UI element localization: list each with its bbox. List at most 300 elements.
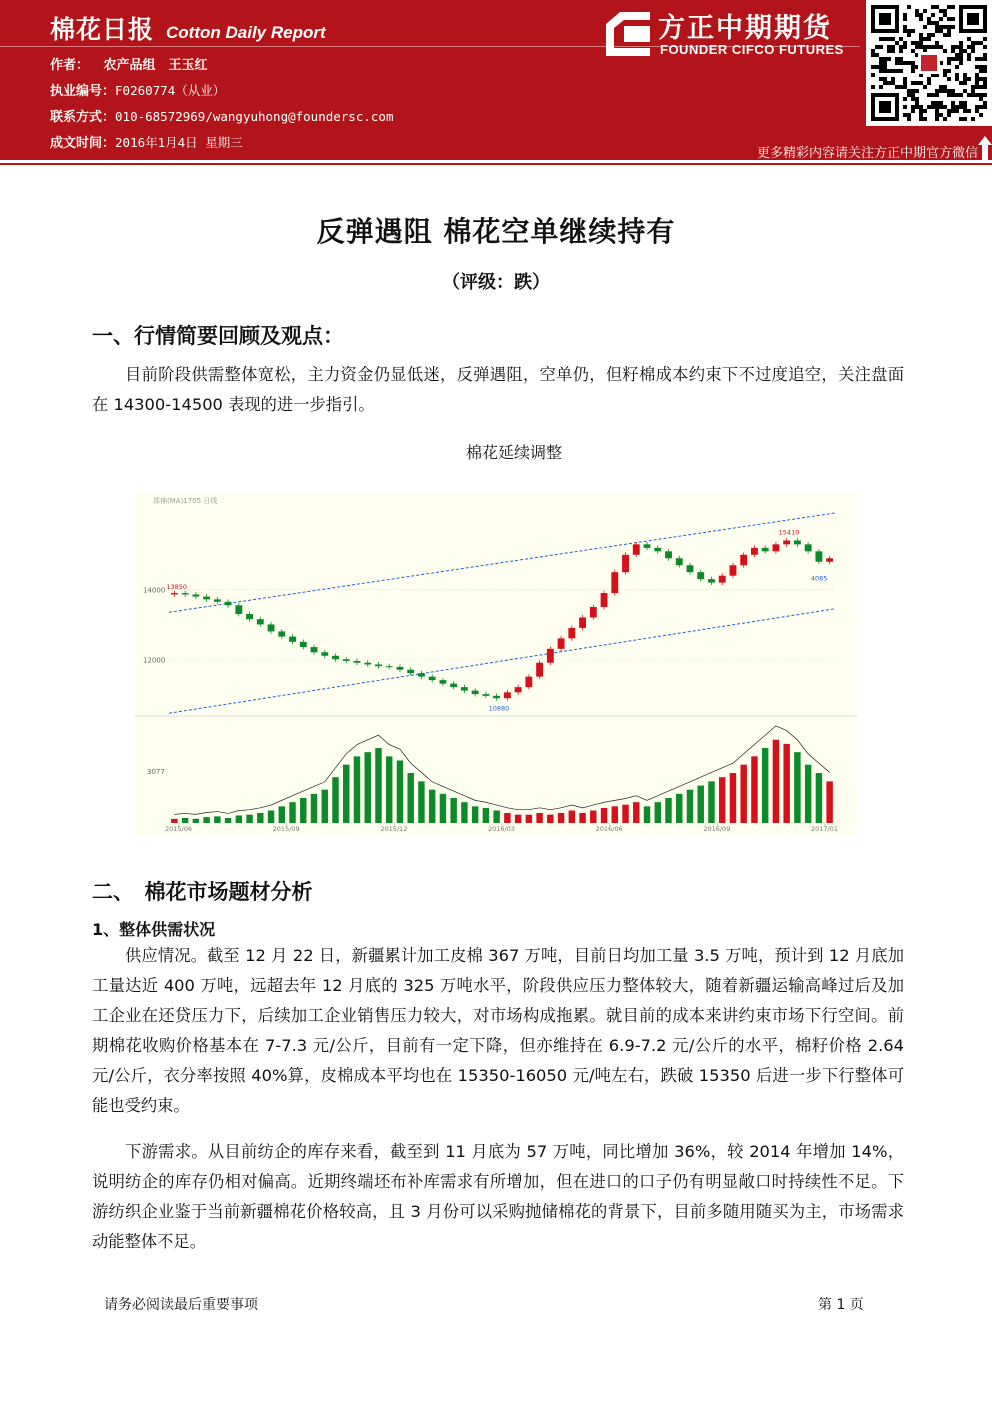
qr-module bbox=[919, 41, 923, 45]
footer-page-number: 第 1 页 bbox=[818, 1297, 864, 1313]
qr-module bbox=[935, 113, 939, 117]
volume-bar bbox=[343, 765, 349, 823]
volume-bar bbox=[268, 811, 274, 823]
channel-lower-line bbox=[169, 609, 835, 713]
qr-module bbox=[939, 45, 943, 49]
qr-module bbox=[983, 37, 987, 41]
candle-body bbox=[805, 544, 812, 551]
qr-module bbox=[891, 49, 895, 53]
volume-bar bbox=[526, 815, 532, 823]
x-tick-label: 2015/06 bbox=[165, 825, 193, 833]
qr-module bbox=[915, 97, 919, 101]
qr-module bbox=[931, 21, 935, 25]
x-tick-label: 2017/01 bbox=[811, 825, 839, 833]
volume-bar bbox=[300, 798, 306, 823]
qr-module bbox=[979, 85, 983, 89]
qr-module bbox=[963, 109, 967, 113]
qr-module bbox=[879, 57, 883, 61]
volume-bar bbox=[826, 781, 832, 823]
volume-bar bbox=[665, 798, 671, 823]
section1-paragraph: 目前阶段供需整体宽松，主力资金仍显低迷，反弹遇阻，空单仍，但籽棉成本约束下不过度追空，关注盘面在 14300-14500 表现的进一步指引。 bbox=[92, 365, 904, 414]
qr-module bbox=[891, 77, 895, 81]
qr-module bbox=[883, 77, 887, 81]
qr-module bbox=[899, 37, 903, 41]
qr-module bbox=[959, 101, 963, 105]
qr-module bbox=[931, 101, 935, 105]
qr-module bbox=[983, 85, 987, 89]
qr-module bbox=[983, 57, 987, 61]
qr-module bbox=[927, 21, 931, 25]
qr-module bbox=[979, 57, 983, 61]
qr-module bbox=[919, 45, 923, 49]
qr-module bbox=[943, 89, 947, 93]
qr-module bbox=[947, 69, 951, 73]
qr-module bbox=[903, 113, 907, 117]
volume-bar bbox=[440, 794, 446, 823]
header-underline bbox=[0, 163, 992, 165]
qr-module bbox=[943, 25, 947, 29]
qr-module bbox=[959, 81, 963, 85]
qr-module bbox=[895, 61, 899, 65]
qr-module bbox=[927, 77, 931, 81]
qr-module bbox=[891, 81, 895, 85]
qr-module bbox=[899, 49, 903, 53]
volume-bar bbox=[612, 806, 618, 823]
candle-body bbox=[622, 555, 629, 572]
volume-bar bbox=[493, 811, 499, 823]
qr-module bbox=[879, 69, 883, 73]
qr-module bbox=[911, 109, 915, 113]
price-annotation: 10880 bbox=[488, 704, 510, 713]
contact-label: 联系方式： bbox=[50, 110, 116, 125]
volume-bar bbox=[322, 790, 328, 823]
volume-bar bbox=[289, 802, 295, 823]
candle-body bbox=[558, 638, 565, 648]
qr-module bbox=[919, 109, 923, 113]
candle-body bbox=[182, 593, 189, 594]
qr-module bbox=[935, 29, 939, 33]
volume-bar bbox=[547, 815, 553, 823]
qr-module bbox=[955, 73, 959, 77]
qr-module bbox=[939, 29, 943, 33]
candle-body bbox=[461, 687, 468, 690]
qr-module bbox=[967, 109, 971, 113]
qr-module bbox=[967, 45, 971, 49]
candle-body bbox=[579, 617, 586, 627]
logo-mark-icon bbox=[604, 10, 652, 58]
qr-module bbox=[903, 41, 907, 45]
sub1-heading: 1、整体供需状况 bbox=[92, 920, 216, 939]
qr-module bbox=[907, 61, 911, 65]
candle-body bbox=[225, 602, 232, 605]
qr-module bbox=[935, 5, 939, 9]
qr-module bbox=[903, 45, 907, 49]
qr-module bbox=[963, 77, 967, 81]
qr-module bbox=[911, 81, 915, 85]
qr-finder bbox=[879, 101, 891, 113]
qr-module bbox=[979, 105, 983, 109]
price-annotation: 15410 bbox=[778, 528, 800, 537]
volume-tick-label: 3077 bbox=[147, 768, 165, 776]
volume-bar bbox=[633, 802, 639, 823]
qr-module bbox=[967, 37, 971, 41]
qr-module bbox=[923, 45, 927, 49]
qr-module bbox=[935, 41, 939, 45]
volume-bar bbox=[236, 816, 242, 823]
qr-module bbox=[975, 81, 979, 85]
up-arrow-icon bbox=[978, 136, 992, 160]
qr-module bbox=[951, 5, 955, 9]
volume-bar bbox=[601, 808, 607, 823]
document-title: 反弹遇阻 棉花空单继续持有 bbox=[316, 215, 676, 248]
qr-module bbox=[899, 85, 903, 89]
contact-value: 010-68572969/wangyuhong@foundersc.com bbox=[115, 109, 394, 124]
qr-module bbox=[959, 93, 963, 97]
qr-module bbox=[891, 69, 895, 73]
candle-body bbox=[278, 631, 285, 636]
volume-bar bbox=[461, 802, 467, 823]
qr-module bbox=[935, 89, 939, 93]
qr-module bbox=[971, 45, 975, 49]
qr-module bbox=[871, 49, 875, 53]
qr-module bbox=[963, 73, 967, 77]
qr-module bbox=[887, 49, 891, 53]
qr-module bbox=[911, 41, 915, 45]
candle-body bbox=[375, 664, 382, 666]
qr-module bbox=[983, 93, 987, 97]
qr-module bbox=[887, 37, 891, 41]
qr-module bbox=[943, 117, 947, 121]
qr-module bbox=[939, 17, 943, 21]
qr-module bbox=[923, 85, 927, 89]
qr-module bbox=[907, 113, 911, 117]
qr-module bbox=[967, 57, 971, 61]
volume-bar bbox=[407, 773, 413, 823]
candle-body bbox=[536, 663, 543, 677]
qr-center-logo bbox=[921, 55, 937, 71]
candle-body bbox=[429, 677, 436, 680]
company-logo bbox=[598, 6, 860, 60]
qr-module bbox=[931, 105, 935, 109]
qr-module bbox=[919, 17, 923, 21]
qr-module bbox=[919, 81, 923, 85]
qr-module bbox=[971, 41, 975, 45]
report-header bbox=[0, 0, 992, 160]
qr-module bbox=[935, 45, 939, 49]
qr-module bbox=[923, 109, 927, 113]
qr-module bbox=[903, 105, 907, 109]
candle-body bbox=[397, 667, 404, 670]
candle-body bbox=[568, 628, 575, 638]
date-label: 成文时间： bbox=[50, 136, 116, 151]
qr-module bbox=[951, 45, 955, 49]
candle-body bbox=[633, 544, 640, 554]
wechat-follow-note: 更多精彩内容请关注方正中期官方微信 bbox=[756, 146, 978, 161]
volume-bar bbox=[375, 748, 381, 823]
candle-body bbox=[482, 694, 489, 696]
volume-bar bbox=[483, 808, 489, 823]
candle-body bbox=[515, 687, 522, 692]
price-annotation: 13850 bbox=[166, 582, 188, 591]
candle-body bbox=[601, 593, 608, 607]
qr-module bbox=[879, 65, 883, 69]
logo-name-en: FOUNDER CIFCO FUTURES bbox=[660, 42, 844, 57]
qr-module bbox=[915, 9, 919, 13]
qr-module bbox=[891, 45, 895, 49]
qr-module bbox=[931, 5, 935, 9]
qr-module bbox=[871, 85, 875, 89]
qr-module bbox=[947, 93, 951, 97]
qr-module bbox=[935, 21, 939, 25]
candle-body bbox=[386, 666, 393, 667]
qr-module bbox=[879, 85, 883, 89]
channel-upper-line bbox=[169, 513, 835, 612]
candle-body bbox=[192, 594, 199, 596]
qr-module bbox=[911, 29, 915, 33]
candle-body bbox=[611, 572, 618, 593]
qr-module bbox=[971, 93, 975, 97]
volume-series bbox=[171, 726, 833, 823]
x-tick-label: 2016/06 bbox=[595, 825, 623, 833]
qr-module bbox=[915, 45, 919, 49]
qr-module bbox=[907, 29, 911, 33]
qr-module bbox=[911, 97, 915, 101]
qr-module bbox=[911, 93, 915, 97]
volume-bar bbox=[816, 773, 822, 823]
qr-module bbox=[931, 13, 935, 17]
qr-module bbox=[975, 93, 979, 97]
qr-module bbox=[963, 89, 967, 93]
report-title-cn: 棉花日报 bbox=[50, 15, 155, 44]
qr-module bbox=[983, 77, 987, 81]
qr-module bbox=[975, 41, 979, 45]
candle-body bbox=[354, 661, 361, 663]
candle-body bbox=[826, 558, 833, 561]
volume-bar bbox=[730, 773, 736, 823]
qr-module bbox=[955, 105, 959, 109]
volume-bar bbox=[225, 818, 231, 823]
qr-module bbox=[875, 65, 879, 69]
volume-bar bbox=[504, 813, 510, 823]
qr-module bbox=[935, 25, 939, 29]
qr-module bbox=[959, 41, 963, 45]
qr-module bbox=[951, 101, 955, 105]
x-tick-label: 2015/12 bbox=[380, 825, 408, 833]
rating-label: （评级：跌） bbox=[442, 272, 550, 293]
candle-body bbox=[708, 579, 715, 582]
qr-module bbox=[887, 45, 891, 49]
volume-bar bbox=[773, 740, 779, 823]
qr-module bbox=[983, 45, 987, 49]
contact-line bbox=[50, 106, 393, 125]
qr-module bbox=[959, 61, 963, 65]
volume-bar bbox=[203, 817, 209, 823]
candle-body bbox=[644, 544, 651, 547]
candle-body bbox=[815, 551, 822, 561]
section1-heading: 一、行情简要回顾及观点： bbox=[92, 324, 344, 348]
candle-body bbox=[493, 696, 500, 698]
qr-module bbox=[947, 113, 951, 117]
qr-module bbox=[951, 49, 955, 53]
qr-module bbox=[919, 113, 923, 117]
qr-module bbox=[979, 65, 983, 69]
candle-body bbox=[439, 680, 446, 683]
qr-module bbox=[911, 69, 915, 73]
candle-body bbox=[235, 605, 242, 614]
qr-module bbox=[887, 81, 891, 85]
qr-module bbox=[883, 65, 887, 69]
qr-module bbox=[871, 73, 875, 77]
volume-bar bbox=[257, 813, 263, 823]
candle-body bbox=[654, 548, 661, 551]
volume-bar bbox=[246, 815, 252, 823]
candle-body bbox=[343, 659, 350, 661]
qr-module bbox=[967, 53, 971, 57]
candle-body bbox=[762, 548, 769, 551]
qr-module bbox=[935, 117, 939, 121]
qr-module bbox=[935, 109, 939, 113]
qr-module bbox=[927, 17, 931, 21]
qr-module bbox=[943, 73, 947, 77]
qr-module bbox=[963, 101, 967, 105]
volume-bar bbox=[805, 765, 811, 823]
candle-body bbox=[665, 551, 672, 558]
qr-module bbox=[899, 57, 903, 61]
candle-body bbox=[257, 619, 264, 624]
qr-module bbox=[939, 85, 943, 89]
qr-module bbox=[955, 65, 959, 69]
qr-module bbox=[915, 89, 919, 93]
candle-body bbox=[311, 647, 318, 652]
volume-bar bbox=[676, 794, 682, 823]
qr-module bbox=[919, 117, 923, 121]
volume-bar bbox=[655, 802, 661, 823]
qr-module bbox=[903, 81, 907, 85]
license-label: 执业编号： bbox=[50, 84, 116, 99]
qr-module bbox=[943, 69, 947, 73]
qr-module bbox=[927, 93, 931, 97]
qr-module bbox=[951, 93, 955, 97]
qr-module bbox=[927, 37, 931, 41]
qr-module bbox=[979, 97, 983, 101]
volume-bar bbox=[698, 786, 704, 823]
candle-body bbox=[751, 548, 758, 555]
candle-body bbox=[203, 597, 210, 600]
logo-name-cn: 方正中期期货 bbox=[658, 13, 832, 44]
qr-module bbox=[895, 85, 899, 89]
volume-bar bbox=[708, 781, 714, 823]
wechat-qr-code bbox=[866, 0, 992, 126]
author-line bbox=[50, 54, 208, 73]
qr-module bbox=[963, 105, 967, 109]
volume-bar bbox=[365, 752, 371, 823]
qr-module bbox=[891, 37, 895, 41]
qr-module bbox=[939, 105, 943, 109]
qr-module bbox=[935, 93, 939, 97]
candle-body bbox=[772, 544, 779, 551]
qr-module bbox=[879, 45, 883, 49]
qr-module bbox=[911, 105, 915, 109]
qr-module bbox=[903, 13, 907, 17]
qr-module bbox=[899, 61, 903, 65]
date-value: 2016年1月4日 星期三 bbox=[115, 135, 243, 150]
qr-module bbox=[895, 57, 899, 61]
candle-body bbox=[783, 541, 790, 545]
qr-module bbox=[927, 33, 931, 37]
qr-module bbox=[939, 25, 943, 29]
qr-module bbox=[975, 109, 979, 113]
qr-module bbox=[907, 117, 911, 121]
qr-module bbox=[875, 45, 879, 49]
report-title-row bbox=[50, 10, 326, 44]
qr-module bbox=[883, 81, 887, 85]
qr-module bbox=[919, 33, 923, 37]
qr-module bbox=[983, 101, 987, 105]
qr-module bbox=[967, 93, 971, 97]
qr-module bbox=[931, 45, 935, 49]
qr-module bbox=[883, 69, 887, 73]
qr-module bbox=[983, 53, 987, 57]
candle-body bbox=[407, 670, 414, 673]
candle-body bbox=[525, 677, 532, 687]
qr-module bbox=[895, 69, 899, 73]
volume-bar bbox=[279, 806, 285, 823]
volume-bar bbox=[569, 811, 575, 823]
qr-module bbox=[927, 81, 931, 85]
qr-module bbox=[979, 113, 983, 117]
qr-module bbox=[931, 33, 935, 37]
volume-bar bbox=[622, 805, 628, 823]
volume-bar bbox=[762, 748, 768, 823]
volume-bar bbox=[472, 806, 478, 823]
qr-module bbox=[943, 9, 947, 13]
qr-module bbox=[983, 65, 987, 69]
candle-body bbox=[214, 599, 221, 601]
x-tick-label: 2015/09 bbox=[272, 825, 300, 833]
qr-module bbox=[979, 77, 983, 81]
demand-paragraph: 下游需求。从目前纺企的库存来看，截至到 11 月底为 57 万吨，同比增加 36%，较 2014 年增加 14%，说明纺企的库存仍相对偏高。近期终端坯布补库需求有所增加，但在进口的口子仍有明显敞口时持续性不足。下游纺织企业鉴于当前新疆棉花价格较高，且 3 月份可以采购抛储棉花的背景下，目前多随用随买为主，市场需求动能整体不足。 bbox=[92, 1142, 904, 1251]
date-line bbox=[50, 132, 243, 151]
qr-module bbox=[959, 117, 963, 121]
volume-bar bbox=[397, 761, 403, 823]
qr-module bbox=[939, 113, 943, 117]
qr-module bbox=[947, 33, 951, 37]
author-value: 农产品组 王玉红 bbox=[103, 58, 208, 73]
qr-module bbox=[971, 85, 975, 89]
qr-module bbox=[959, 57, 963, 61]
chart-header-text: 郑棉(MA)1705 日线 bbox=[153, 497, 218, 505]
qr-module bbox=[927, 45, 931, 49]
qr-module bbox=[967, 77, 971, 81]
qr-module bbox=[883, 61, 887, 65]
qr-module bbox=[911, 65, 915, 69]
cotton-price-chart bbox=[135, 493, 857, 835]
volume-bar bbox=[171, 819, 177, 823]
qr-module bbox=[895, 41, 899, 45]
qr-module bbox=[947, 5, 951, 9]
qr-module bbox=[879, 77, 883, 81]
qr-module bbox=[975, 57, 979, 61]
qr-module bbox=[955, 53, 959, 57]
candle-body bbox=[364, 663, 371, 665]
qr-module bbox=[943, 13, 947, 17]
candle-body bbox=[697, 572, 704, 579]
candle-body bbox=[300, 642, 307, 647]
candle-body bbox=[246, 614, 253, 619]
qr-module bbox=[947, 17, 951, 21]
qr-module bbox=[955, 93, 959, 97]
qr-module bbox=[899, 45, 903, 49]
